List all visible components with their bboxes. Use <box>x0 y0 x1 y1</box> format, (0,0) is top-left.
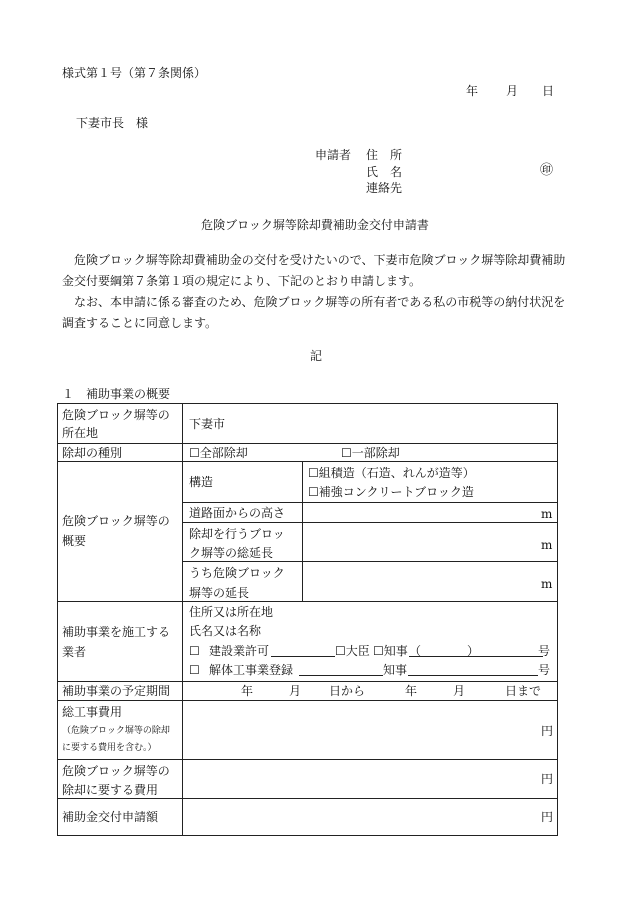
summary-label-line1: 危険ブロック塀等の <box>62 514 170 528</box>
location-label-line2: 所在地 <box>62 426 99 440</box>
license-go: 号 <box>538 644 551 658</box>
height-label: 道路面からの高さ <box>189 506 286 520</box>
contractor-address-label: 住所又は所在地 <box>189 605 274 619</box>
location-value: 下妻市 <box>189 417 226 431</box>
contractor-name-label: 氏名又は名称 <box>189 624 262 638</box>
paren-close: ） <box>467 644 480 658</box>
schedule-year-to: 年 <box>405 684 418 698</box>
schedule-month-to: 月 <box>453 684 466 698</box>
contractor-label-cell <box>57 601 183 682</box>
structure-value-cell <box>302 461 558 503</box>
demolition-blank-line <box>299 664 383 676</box>
length-label-line1: 除却を行うブロッ <box>189 527 285 541</box>
total-cost-unit: 円 <box>541 724 554 738</box>
form-number: 様式第１号（第７条関係） <box>62 66 207 80</box>
structure-label: 構造 <box>189 475 214 489</box>
demolition-checkbox: ☐ <box>189 663 200 677</box>
seal-mark: ㊞ <box>540 163 554 178</box>
danger-length-value-cell <box>302 561 558 602</box>
applicant-label: 申請者 <box>315 148 352 162</box>
danger-length-label-line2: 塀等の延長 <box>189 586 250 600</box>
applicant-contact-label: 連絡先 <box>366 181 403 195</box>
structure-block-checkbox: ☐補強コンクリートブロック造 <box>308 485 474 499</box>
total-cost-note-line2: に要する費用を含む。） <box>62 743 157 753</box>
summary-label-line2: 概要 <box>62 534 87 548</box>
contractor-value-cell <box>182 601 558 682</box>
date-month: 月 <box>506 84 519 98</box>
removal-cost-unit: 円 <box>541 772 554 786</box>
addressee: 下妻市長 様 <box>76 116 149 130</box>
schedule-day-from: 日から <box>329 684 366 698</box>
danger-length-label-line1: うち危険ブロック <box>189 566 285 580</box>
removal-all-checkbox: ☐全部除却 <box>189 446 248 460</box>
total-cost-note-line1: （危険ブロック塀等の除却 <box>62 726 170 736</box>
removal-cost-label-cell <box>57 759 183 799</box>
total-cost-label-cell <box>57 700 183 760</box>
length-value-cell <box>302 522 558 562</box>
license-checkbox: ☐ <box>189 644 200 658</box>
body-paragraph-2: なお、本申請に係る審査のため、危険ブロック塀等の所有者である私の市税等の納付状況を調査することに同意します。 <box>62 295 566 330</box>
contractor-label-line2: 業者 <box>62 645 87 659</box>
height-value-cell <box>302 502 558 523</box>
contractor-label-line1: 補助事業を施工する <box>62 625 171 639</box>
length-label-line2: ク塀等の総延長 <box>189 546 274 560</box>
structure-label-cell <box>182 461 303 503</box>
license-label: 建設業許可 <box>209 644 270 658</box>
removal-cost-label-line2: 除却に要する費用 <box>62 783 159 797</box>
governor-checkbox: ☐知事 <box>373 644 408 658</box>
applicant-name-label: 氏 名 <box>366 165 403 179</box>
minister-checkbox: ☐大臣 <box>335 644 370 658</box>
location-label-line1: 危険ブロック塀等の <box>62 408 170 422</box>
demolition-governor: 知事 <box>383 663 408 677</box>
grant-value-cell <box>182 798 558 836</box>
schedule-month-from: 月 <box>289 684 302 698</box>
demolition-go: 号 <box>538 663 551 677</box>
grant-label-cell <box>57 798 183 836</box>
applicant-address-label: 住 所 <box>366 148 403 162</box>
removal-cost-label-line1: 危険ブロック塀等の <box>62 764 170 778</box>
ki-label: 記 <box>310 349 323 363</box>
structure-masonry-checkbox: ☐組積造（石造、れんが造等） <box>308 466 475 480</box>
removal-cost-value-cell <box>182 759 558 799</box>
paren-open: （ <box>409 644 422 658</box>
removal-type-label-cell <box>57 443 183 462</box>
grant-unit: 円 <box>541 810 554 824</box>
schedule-day-to: 日まで <box>505 684 542 698</box>
removal-partial-checkbox: ☐一部除却 <box>341 446 400 460</box>
location-value-cell <box>182 403 558 444</box>
schedule-label-cell <box>57 681 183 701</box>
total-cost-value-cell <box>182 700 558 760</box>
length-label-cell <box>182 522 303 562</box>
section-heading: １ 補助事業の概要 <box>62 387 171 401</box>
removal-type-label: 除却の種別 <box>62 446 123 460</box>
document-title: 危険ブロック塀等除却費補助金交付申請書 <box>201 218 429 232</box>
height-unit: m <box>541 507 553 521</box>
body-paragraph-1: 危険ブロック塀等除却費補助金の交付を受けたいので、下妻市危険ブロック塀等除却費補助金交付要綱第７条第１項の規定により、下記のとおり申請します。 <box>62 253 566 288</box>
height-label-cell <box>182 502 303 523</box>
schedule-value-cell <box>182 681 558 701</box>
license-blank-line <box>271 645 335 657</box>
total-cost-label: 総工事費用 <box>62 705 123 719</box>
danger-length-unit: m <box>541 577 553 591</box>
danger-length-label-cell <box>182 561 303 602</box>
length-unit: m <box>541 538 553 552</box>
grant-label: 補助金交付申請額 <box>62 810 159 824</box>
summary-label-cell <box>57 461 183 602</box>
schedule-year-from: 年 <box>241 684 254 698</box>
date-day: 日 <box>542 84 555 98</box>
demolition-label: 解体工事業登録 <box>209 663 294 677</box>
demolition-number-line <box>408 664 538 676</box>
schedule-label: 補助事業の予定期間 <box>62 684 171 698</box>
location-label-cell <box>57 403 183 444</box>
removal-type-value-cell <box>182 443 558 462</box>
date-year: 年 <box>466 84 479 98</box>
